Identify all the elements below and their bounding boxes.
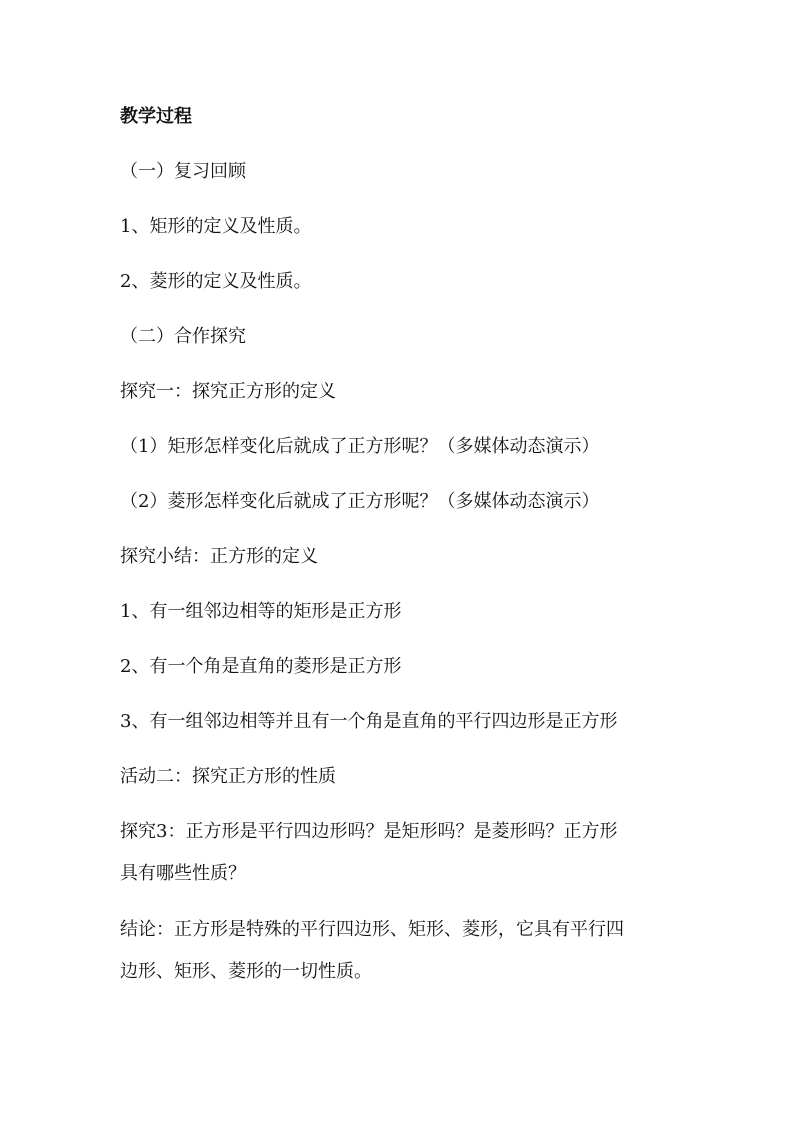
list-item: 1、矩形的定义及性质。 xyxy=(120,216,312,237)
list-item: （2）菱形怎样变化后就成了正方形呢？（多媒体动态演示） xyxy=(120,491,600,512)
list-item: 2、有一个角是直角的菱形是正方形 xyxy=(120,656,402,677)
list-item: 3、有一组邻边相等并且有一个角是直角的平行四边形是正方形 xyxy=(120,711,618,732)
paragraph-conclusion-line2: 边形、矩形、菱形的一切性质。 xyxy=(120,961,372,982)
paragraph-question-line1: 探究3：正方形是平行四边形吗？是矩形吗？是菱形吗？正方形 xyxy=(120,821,618,842)
list-item: 2、菱形的定义及性质。 xyxy=(120,271,312,292)
activity-heading: 活动二：探究正方形的性质 xyxy=(120,766,336,787)
list-item: （1）矩形怎样变化后就成了正方形呢？（多媒体动态演示） xyxy=(120,436,600,457)
paragraph-question-line2: 具有哪些性质？ xyxy=(120,863,246,884)
list-item: 1、有一组邻边相等的矩形是正方形 xyxy=(120,601,402,622)
explore-heading: 探究一：探究正方形的定义 xyxy=(120,381,336,402)
heading-cooperate: （二）合作探究 xyxy=(120,326,246,347)
heading-review: （一）复习回顾 xyxy=(120,161,246,182)
section-title: 教学过程 xyxy=(120,106,192,127)
summary-heading: 探究小结：正方形的定义 xyxy=(120,546,318,567)
paragraph-conclusion-line1: 结论：正方形是特殊的平行四边形、矩形、菱形，它具有平行四 xyxy=(120,919,624,940)
